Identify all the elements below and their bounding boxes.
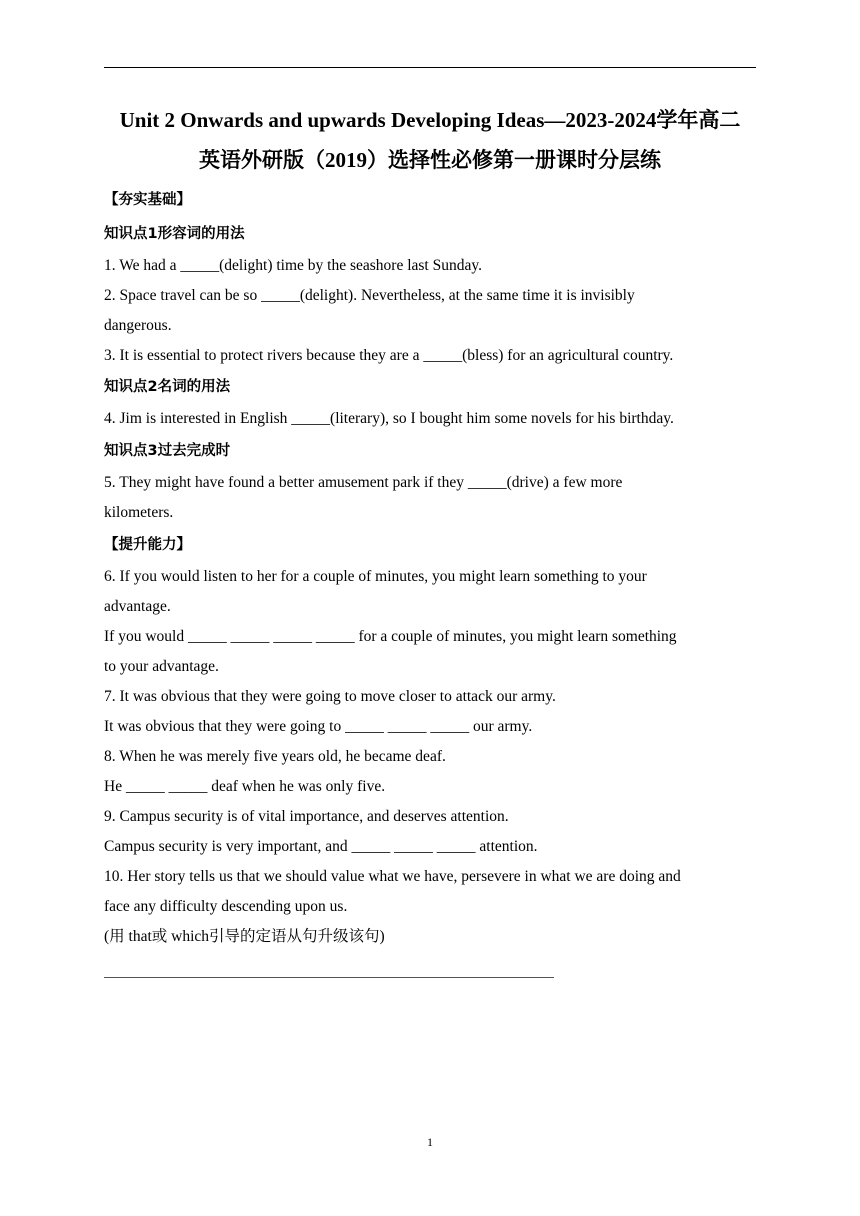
question-3: 3. It is essential to protect rivers because they are a _____(bless) for an agricultural country. [104, 347, 674, 364]
question-6-rewrite-cont: to your advantage. [104, 658, 219, 675]
page-title-line-2: 英语外研版（2019）选择性必修第一册课时分层练 [199, 148, 661, 172]
header-rule [104, 67, 756, 68]
answer-blank-line [104, 977, 554, 978]
section-heading-advanced: 【提升能力】 [104, 537, 191, 553]
knowledge-point-3: 知识点3过去完成时 [104, 443, 231, 459]
question-7: 7. It was obvious that they were going to move closer to attack our army. [104, 688, 556, 705]
question-1: 1. We had a _____(delight) time by the seashore last Sunday. [104, 257, 482, 274]
question-5-cont: kilometers. [104, 504, 174, 521]
page-number: 1 [427, 1135, 433, 1149]
knowledge-point-1: 知识点1形容词的用法 [104, 226, 245, 242]
page-title-line-1: Unit 2 Onwards and upwards Developing Ideas—2023-2024学年高二 [119, 108, 741, 132]
question-6-rewrite: If you would _____ _____ _____ _____ for a couple of minutes, you might learn something [104, 628, 677, 645]
question-9-rewrite: Campus security is very important, and _____ _____ _____ attention. [104, 838, 538, 855]
question-8-rewrite: He _____ _____ deaf when he was only five. [104, 778, 386, 795]
question-2: 2. Space travel can be so _____(delight). Nevertheless, at the same time it is invisibly [104, 287, 635, 304]
question-10-instruction: (用 that或 which引导的定语从句升级该句) [104, 928, 385, 945]
question-7-rewrite: It was obvious that they were going to _____ _____ _____ our army. [104, 718, 533, 735]
question-4: 4. Jim is interested in English _____(literary), so I bought him some novels for his birthday. [104, 410, 674, 427]
question-8: 8. When he was merely five years old, he became deaf. [104, 748, 446, 765]
question-6-cont: advantage. [104, 598, 171, 615]
question-2-cont: dangerous. [104, 317, 172, 334]
section-heading-basics: 【夯实基础】 [104, 192, 191, 208]
question-6: 6. If you would listen to her for a couple of minutes, you might learn something to your [104, 568, 647, 585]
question-9: 9. Campus security is of vital importance, and deserves attention. [104, 808, 509, 825]
question-10-cont: face any difficulty descending upon us. [104, 898, 348, 915]
knowledge-point-2: 知识点2名词的用法 [104, 379, 231, 395]
question-5: 5. They might have found a better amusement park if they _____(drive) a few more [104, 474, 623, 491]
question-10: 10. Her story tells us that we should value what we have, persevere in what we are doing and [104, 868, 681, 885]
